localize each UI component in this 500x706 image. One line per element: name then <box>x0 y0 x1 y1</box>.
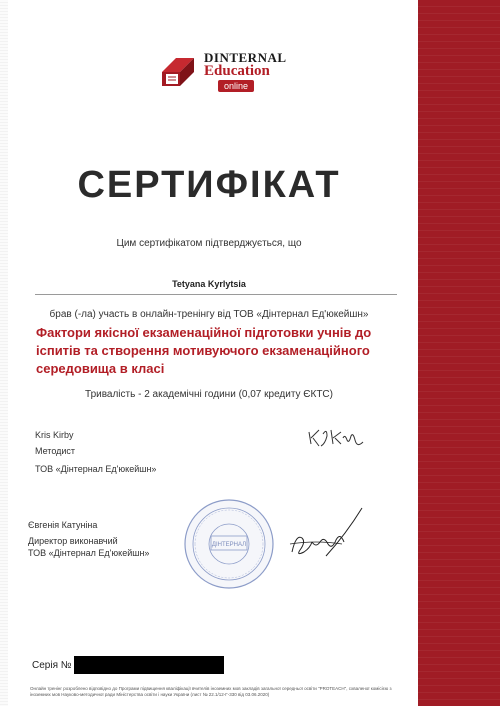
footnote: Онлайн тренінг розроблено відповідно до Програми підвищення кваліфікації вчителів іноземних мов закладів загальної середньої освіти "PROTEACH", схваленої комісією з іноземних мов Науково-методичної ради Міністерства освіти і науки України (лист № 22.1/12-Г-330 від 03.06.2020) <box>30 686 392 697</box>
signatory1-org: ТОВ «Дінтернал Ед'юкейшн» <box>35 464 157 474</box>
signature-icon <box>305 424 367 452</box>
book-logo-icon <box>158 54 198 90</box>
stamp-seal-icon <box>183 498 275 590</box>
signatory1-name: Kris Kirby <box>35 430 74 440</box>
red-side-band <box>418 0 500 706</box>
company-logo <box>158 50 288 94</box>
signatory2-role: Директор виконавчий <box>28 536 118 546</box>
svg-text:ДІНТЕРНАЛ: ДІНТЕРНАЛ <box>211 542 247 548</box>
signature-icon <box>286 504 368 564</box>
duration-text: Тривалість - 2 академічні години (0,07 кредиту ЄКТС) <box>85 389 333 400</box>
signatory2-org: ТОВ «Дінтернал Ед'юкейшн» <box>28 548 150 558</box>
signatory1-role: Методист <box>35 446 76 456</box>
signatory2-name: Євгенія Катуніна <box>28 520 98 530</box>
certificate-title: СЕРТИФІКАТ <box>77 164 341 206</box>
logo-text-education: Education <box>204 63 270 79</box>
series-number-redacted <box>74 656 224 674</box>
participation-text: брав (-ла) участь в онлайн-тренінгу від ТОВ «Дінтернал Ед'юкейшн» <box>49 309 369 320</box>
logo-text-online: online <box>218 80 254 92</box>
confirmation-text: Цим сертифікатом підтверджується, що <box>116 238 302 249</box>
recipient-name: Tetyana Kyrlytsia <box>172 279 246 289</box>
series-label: Серія № <box>32 660 72 671</box>
name-underline <box>35 294 397 295</box>
course-title: Фактори якісної екзаменаційної підготовки учнів до іспитів та створення мотивуючого екзаменаційного середовища в класі <box>36 325 372 376</box>
logo-text-dinternal: DINTERNAL <box>204 50 287 65</box>
